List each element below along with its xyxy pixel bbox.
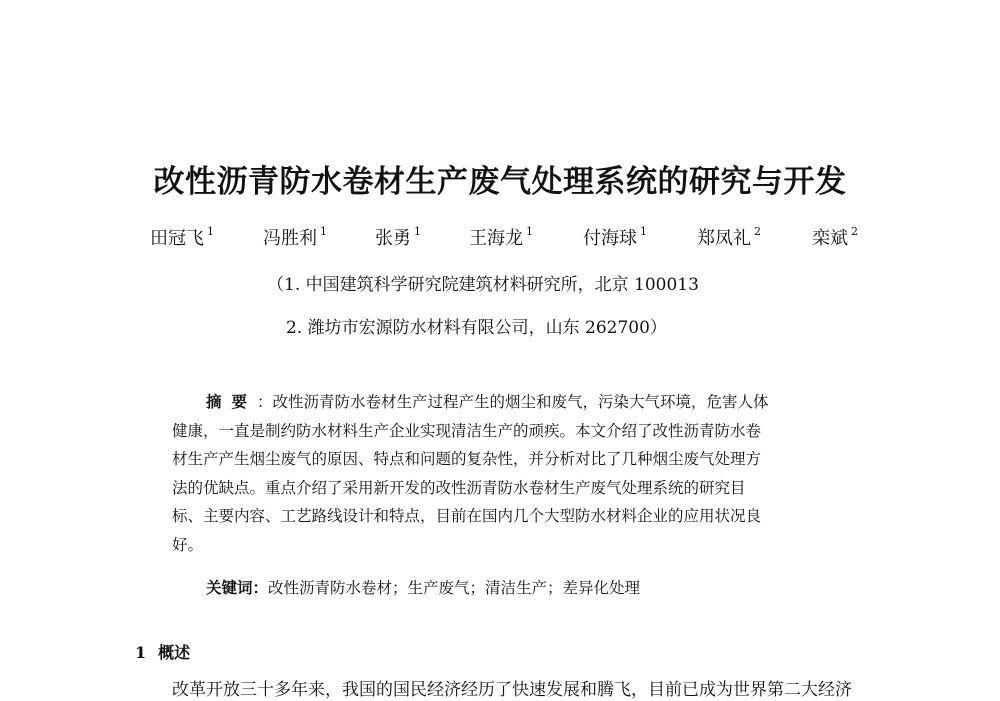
paper-title: 改性沥青防水卷材生产废气处理系统的研究与开发 (153, 164, 847, 200)
author: 张勇 $^1$ (375, 225, 421, 249)
author: 王海龙 $^1$ (469, 225, 533, 249)
author: 冯胜利 $^1$ (263, 225, 327, 249)
section-heading (135, 640, 190, 663)
abstract-label: 摘要 (206, 392, 258, 411)
author: 付海球 $^1$ (583, 225, 647, 249)
author: 田冠飞 $^1$ (150, 225, 214, 249)
abstract-line: 标、主要内容、工艺路线设计和特点，目前在国内几个大型防水材料企业的应用状况良 (172, 507, 762, 525)
section-number: 1 (135, 643, 147, 662)
abstract-line: 摘要：改性沥青防水卷材生产过程产生的烟尘和废气，污染大气环境，危害人体 (206, 392, 769, 411)
abstract-line: 健康，一直是制约防水材料生产企业实现清洁生产的顽疾。本文介绍了改性沥青防水卷 (172, 421, 762, 440)
keywords (206, 576, 640, 598)
abstract-line: 法的优缺点。重点介绍了采用新开发的改性沥青防水卷材生产废气处理系统的研究目 (172, 478, 746, 497)
abstract-line: 材生产产生烟尘废气的原因、特点和问题的复杂性，并分析对比了几种烟尘废气处理方 (172, 450, 762, 468)
author: 郑凤礼 $^2$ (697, 225, 761, 249)
author: 栾斌 $^2$ (812, 225, 858, 249)
keywords-text: 改性沥青防水卷材；生产废气；清洁生产；差异化处理 (268, 579, 641, 597)
abstract (172, 388, 842, 559)
keywords-label: 关键词： (206, 578, 269, 597)
affiliation-2: 2. 潍坊市宏源防水材料有限公司，山东 262700） (286, 318, 667, 338)
body-paragraph: 改革开放三十多年来，我国的国民经济经历了快速发展和腾飞，目前已成为世界第二大经济 (172, 680, 852, 700)
author-list (0, 224, 1000, 254)
section-title: 概述 (158, 643, 191, 662)
abstract-line: 好。 (172, 535, 204, 554)
affiliation-1: （1. 中国建筑科学研究院建筑材料研究所，北京 100013 (267, 275, 699, 295)
